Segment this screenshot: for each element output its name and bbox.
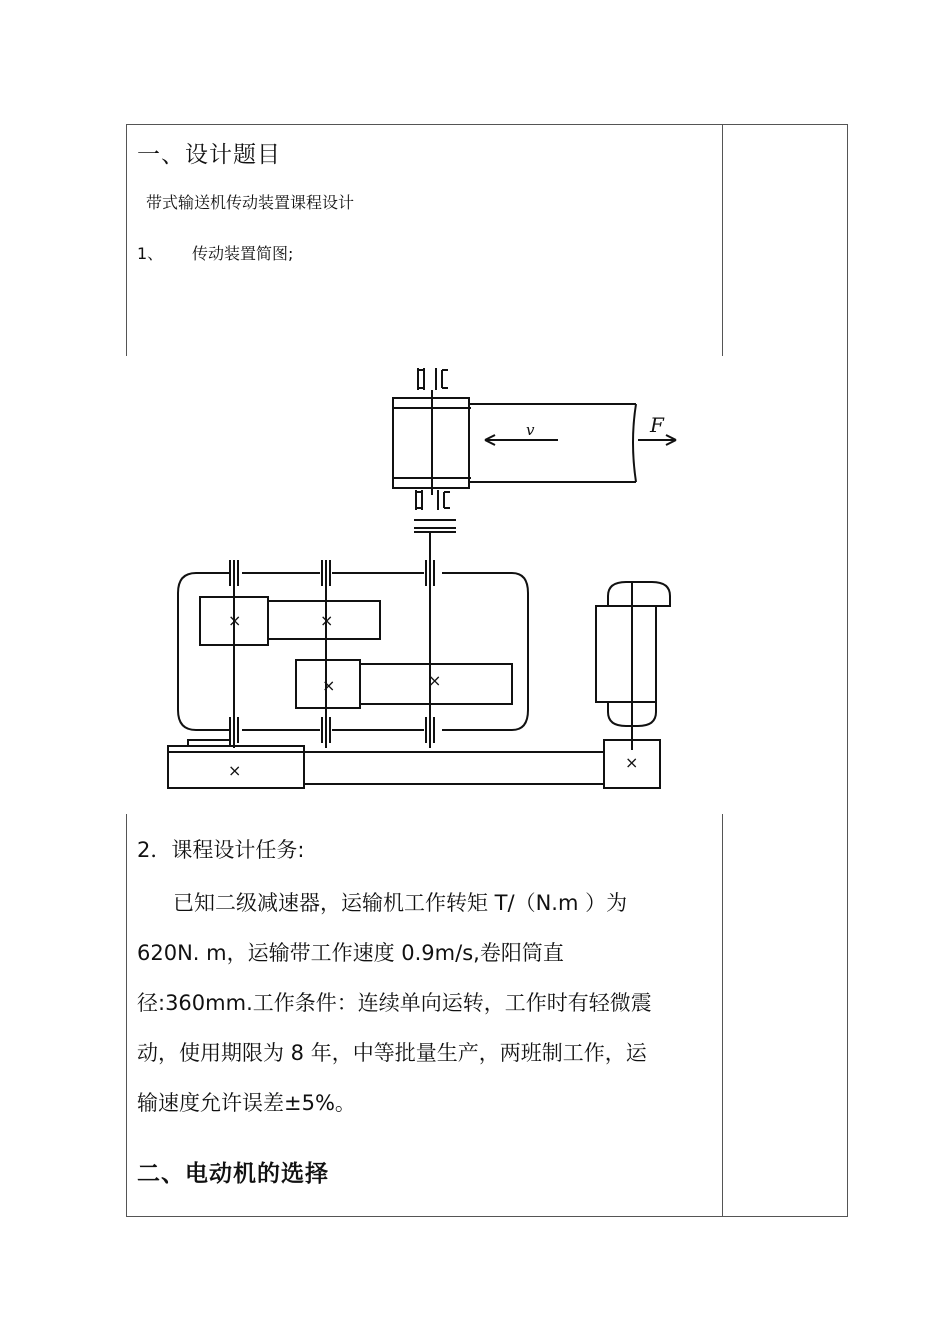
section-heading-design-topic: 一、设计题目 xyxy=(137,142,281,168)
gear-markers xyxy=(228,611,638,780)
marker-1: × xyxy=(228,611,242,630)
frame-gap xyxy=(126,356,128,814)
task-line-5: 输速度允许误差±5%。 xyxy=(137,1091,356,1115)
transmission-diagram xyxy=(160,360,700,800)
task-line-1: 已知二级减速器，运输机工作转矩 T/（N.m ）为 xyxy=(173,891,628,915)
item-number: 1、 xyxy=(137,244,164,263)
task-line-3: 径:360mm.工作条件：连续单向运转，工作时有轻微震 xyxy=(137,991,652,1015)
velocity-label: v xyxy=(526,421,535,439)
electric-motor xyxy=(596,582,670,750)
task-line-2: 620N. m，运输带工作速度 0.9m/s,卷阳筒直 xyxy=(137,941,564,965)
velocity-arrow xyxy=(485,421,558,445)
column-divider-bottom xyxy=(722,814,723,1217)
gears xyxy=(200,597,512,708)
task-section-title: 2．课程设计任务: xyxy=(137,838,305,862)
task-description xyxy=(137,878,717,1128)
lower-coupling xyxy=(414,490,456,532)
item-label-diagram: 传动装置简图; xyxy=(192,244,294,263)
gearbox-housing xyxy=(178,560,528,743)
column-divider-top xyxy=(722,124,723,356)
marker-2: × xyxy=(320,611,334,630)
marker-5: × xyxy=(228,761,242,780)
belt-drive xyxy=(168,740,660,788)
section-heading-motor-selection: 二、电动机的选择 xyxy=(137,1161,329,1187)
marker-4: × xyxy=(428,671,442,690)
conveyor-drum xyxy=(393,390,636,495)
task-line-4: 动，使用期限为 8 年，中等批量生产，两班制工作，运 xyxy=(137,1041,647,1065)
force-label: F xyxy=(650,413,664,437)
force-arrow xyxy=(638,413,676,445)
marker-6: × xyxy=(625,753,639,772)
marker-3: × xyxy=(322,676,336,695)
design-subtitle: 带式输送机传动装置课程设计 xyxy=(146,193,355,212)
top-coupling xyxy=(418,368,448,390)
